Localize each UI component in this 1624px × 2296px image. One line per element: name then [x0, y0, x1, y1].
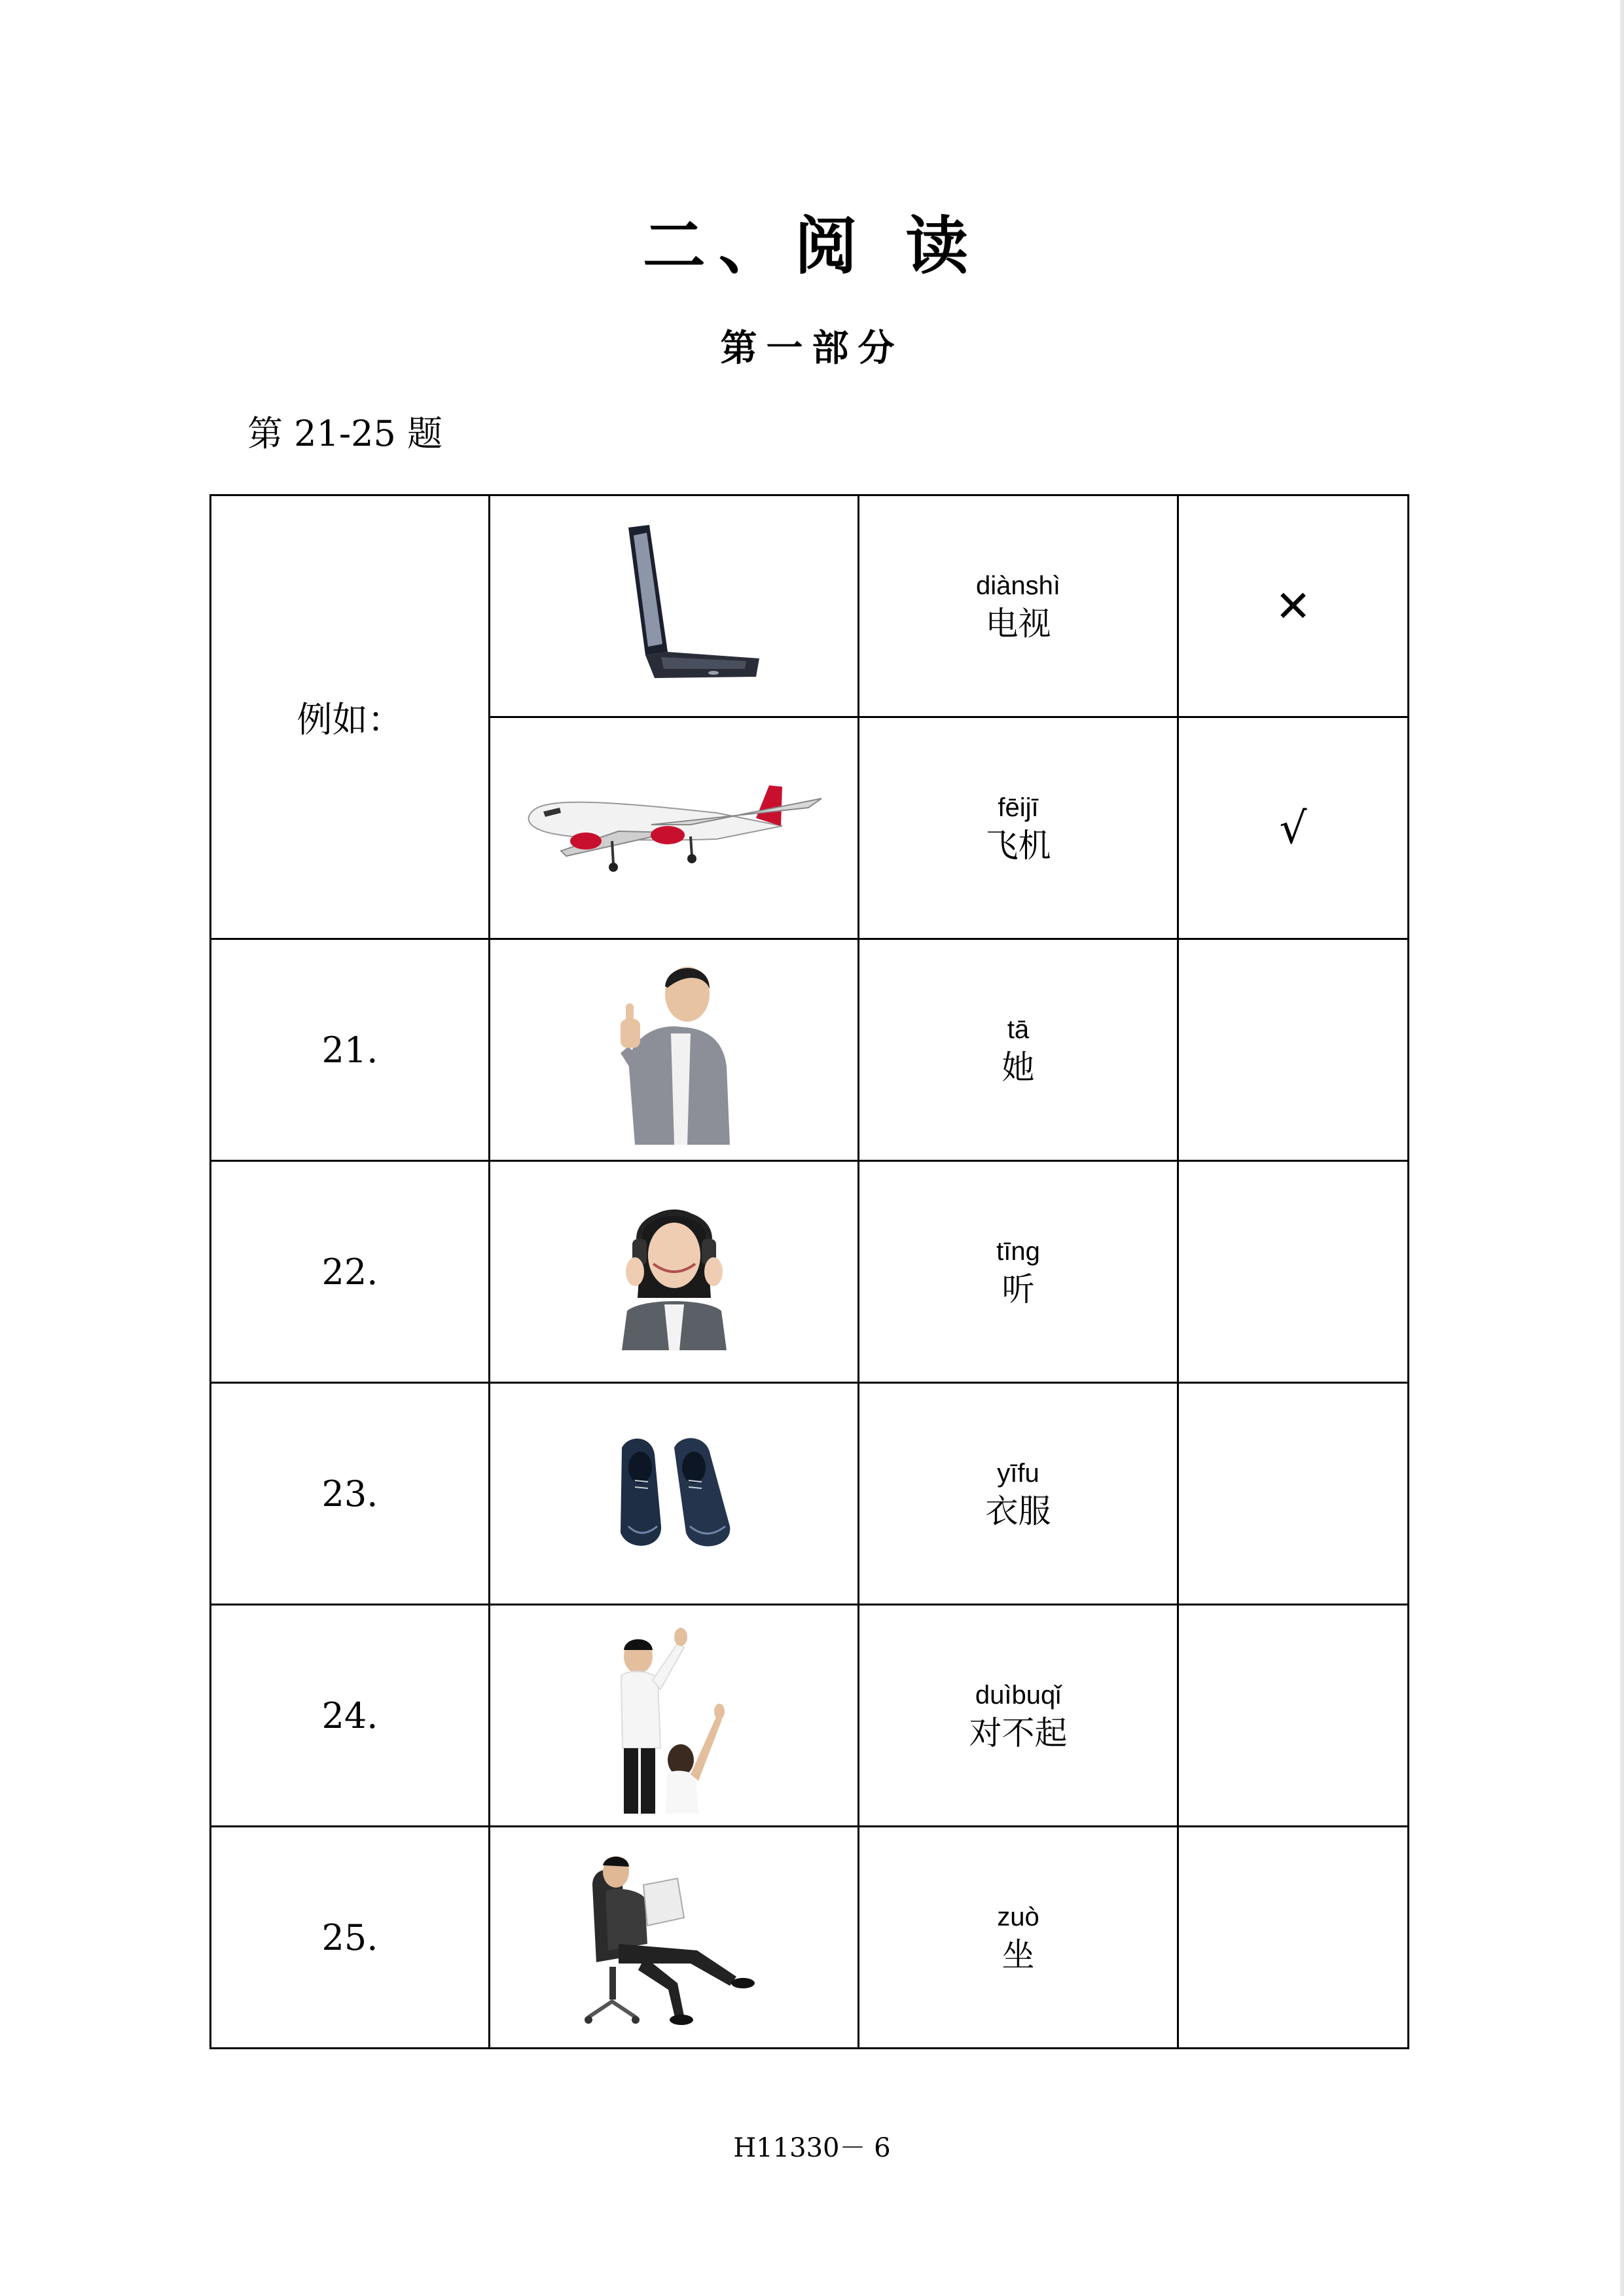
check-mark: √ — [1279, 802, 1307, 853]
answer-cell[interactable] — [1178, 1827, 1409, 2049]
picture-cell — [490, 717, 859, 939]
question-row — [211, 1605, 1409, 1827]
answer-cell — [1178, 717, 1409, 939]
woman-headphones-image — [615, 1193, 733, 1350]
section-title: 二、阅 读 — [642, 209, 982, 283]
question-number-cell — [211, 939, 490, 1161]
page-footer-code: H11330－ 6 — [733, 2133, 891, 2163]
airplane-image — [520, 779, 828, 877]
pinyin: tā — [1007, 1015, 1030, 1044]
word-cell — [859, 1383, 1178, 1605]
pinyin: yīfu — [997, 1459, 1039, 1488]
pinyin: diànshì — [976, 571, 1060, 600]
word-cell — [859, 1605, 1178, 1827]
hanzi: 她 — [1001, 1049, 1035, 1086]
word-cell — [859, 1827, 1178, 2049]
man-sitting-chair-newspaper-image — [579, 1846, 769, 2029]
hanzi: 对不起 — [969, 1714, 1068, 1752]
question-number: 23. — [321, 1473, 378, 1515]
example-label-cell — [211, 495, 490, 939]
picture-cell — [490, 939, 859, 1161]
question-row — [211, 1827, 1409, 2049]
word-cell — [859, 939, 1178, 1161]
word-cell — [859, 717, 1178, 939]
example-label: 例如： — [297, 699, 403, 740]
picture-cell — [490, 1161, 859, 1383]
father-daughter-waving-image — [612, 1617, 736, 1814]
laptop-image — [583, 521, 766, 691]
word-cell — [859, 495, 1178, 717]
question-number-cell — [211, 1161, 490, 1383]
part-subtitle: 第一部分 — [720, 327, 904, 370]
picture-cell — [490, 1827, 859, 2049]
question-range: 第 21-25 题 — [247, 413, 443, 454]
hanzi: 听 — [1001, 1270, 1035, 1308]
picture-cell — [490, 495, 859, 717]
question-row — [211, 1161, 1409, 1383]
answer-cell[interactable] — [1178, 1161, 1409, 1383]
hanzi: 飞机 — [985, 827, 1051, 865]
answer-cell[interactable] — [1178, 939, 1409, 1161]
question-number: 24. — [321, 1695, 378, 1736]
question-number-cell — [211, 1827, 490, 2049]
thumbs-up-man-image — [609, 955, 740, 1145]
hanzi: 电视 — [985, 605, 1051, 643]
picture-cell — [490, 1383, 859, 1605]
example-row-1 — [211, 495, 1409, 717]
question-row — [211, 1383, 1409, 1605]
cross-mark: ✕ — [1274, 581, 1312, 632]
leather-shoes-image — [602, 1428, 746, 1559]
question-row — [211, 939, 1409, 1161]
answer-cell[interactable] — [1178, 1383, 1409, 1605]
answer-cell[interactable] — [1178, 1605, 1409, 1827]
question-number: 21. — [321, 1029, 378, 1071]
question-number: 22. — [321, 1251, 378, 1293]
pinyin: duìbuqǐ — [975, 1681, 1062, 1710]
picture-cell — [490, 1605, 859, 1827]
reading-table — [209, 494, 1409, 2049]
pinyin: fēijī — [998, 793, 1039, 822]
word-cell — [859, 1161, 1178, 1383]
question-number: 25. — [321, 1916, 378, 1958]
pinyin: tīng — [996, 1237, 1040, 1266]
hanzi: 坐 — [1001, 1936, 1035, 1974]
question-number-cell — [211, 1383, 490, 1605]
hanzi: 衣服 — [985, 1492, 1051, 1530]
question-number-cell — [211, 1605, 490, 1827]
answer-cell — [1178, 495, 1409, 717]
pinyin: zuò — [997, 1903, 1039, 1931]
